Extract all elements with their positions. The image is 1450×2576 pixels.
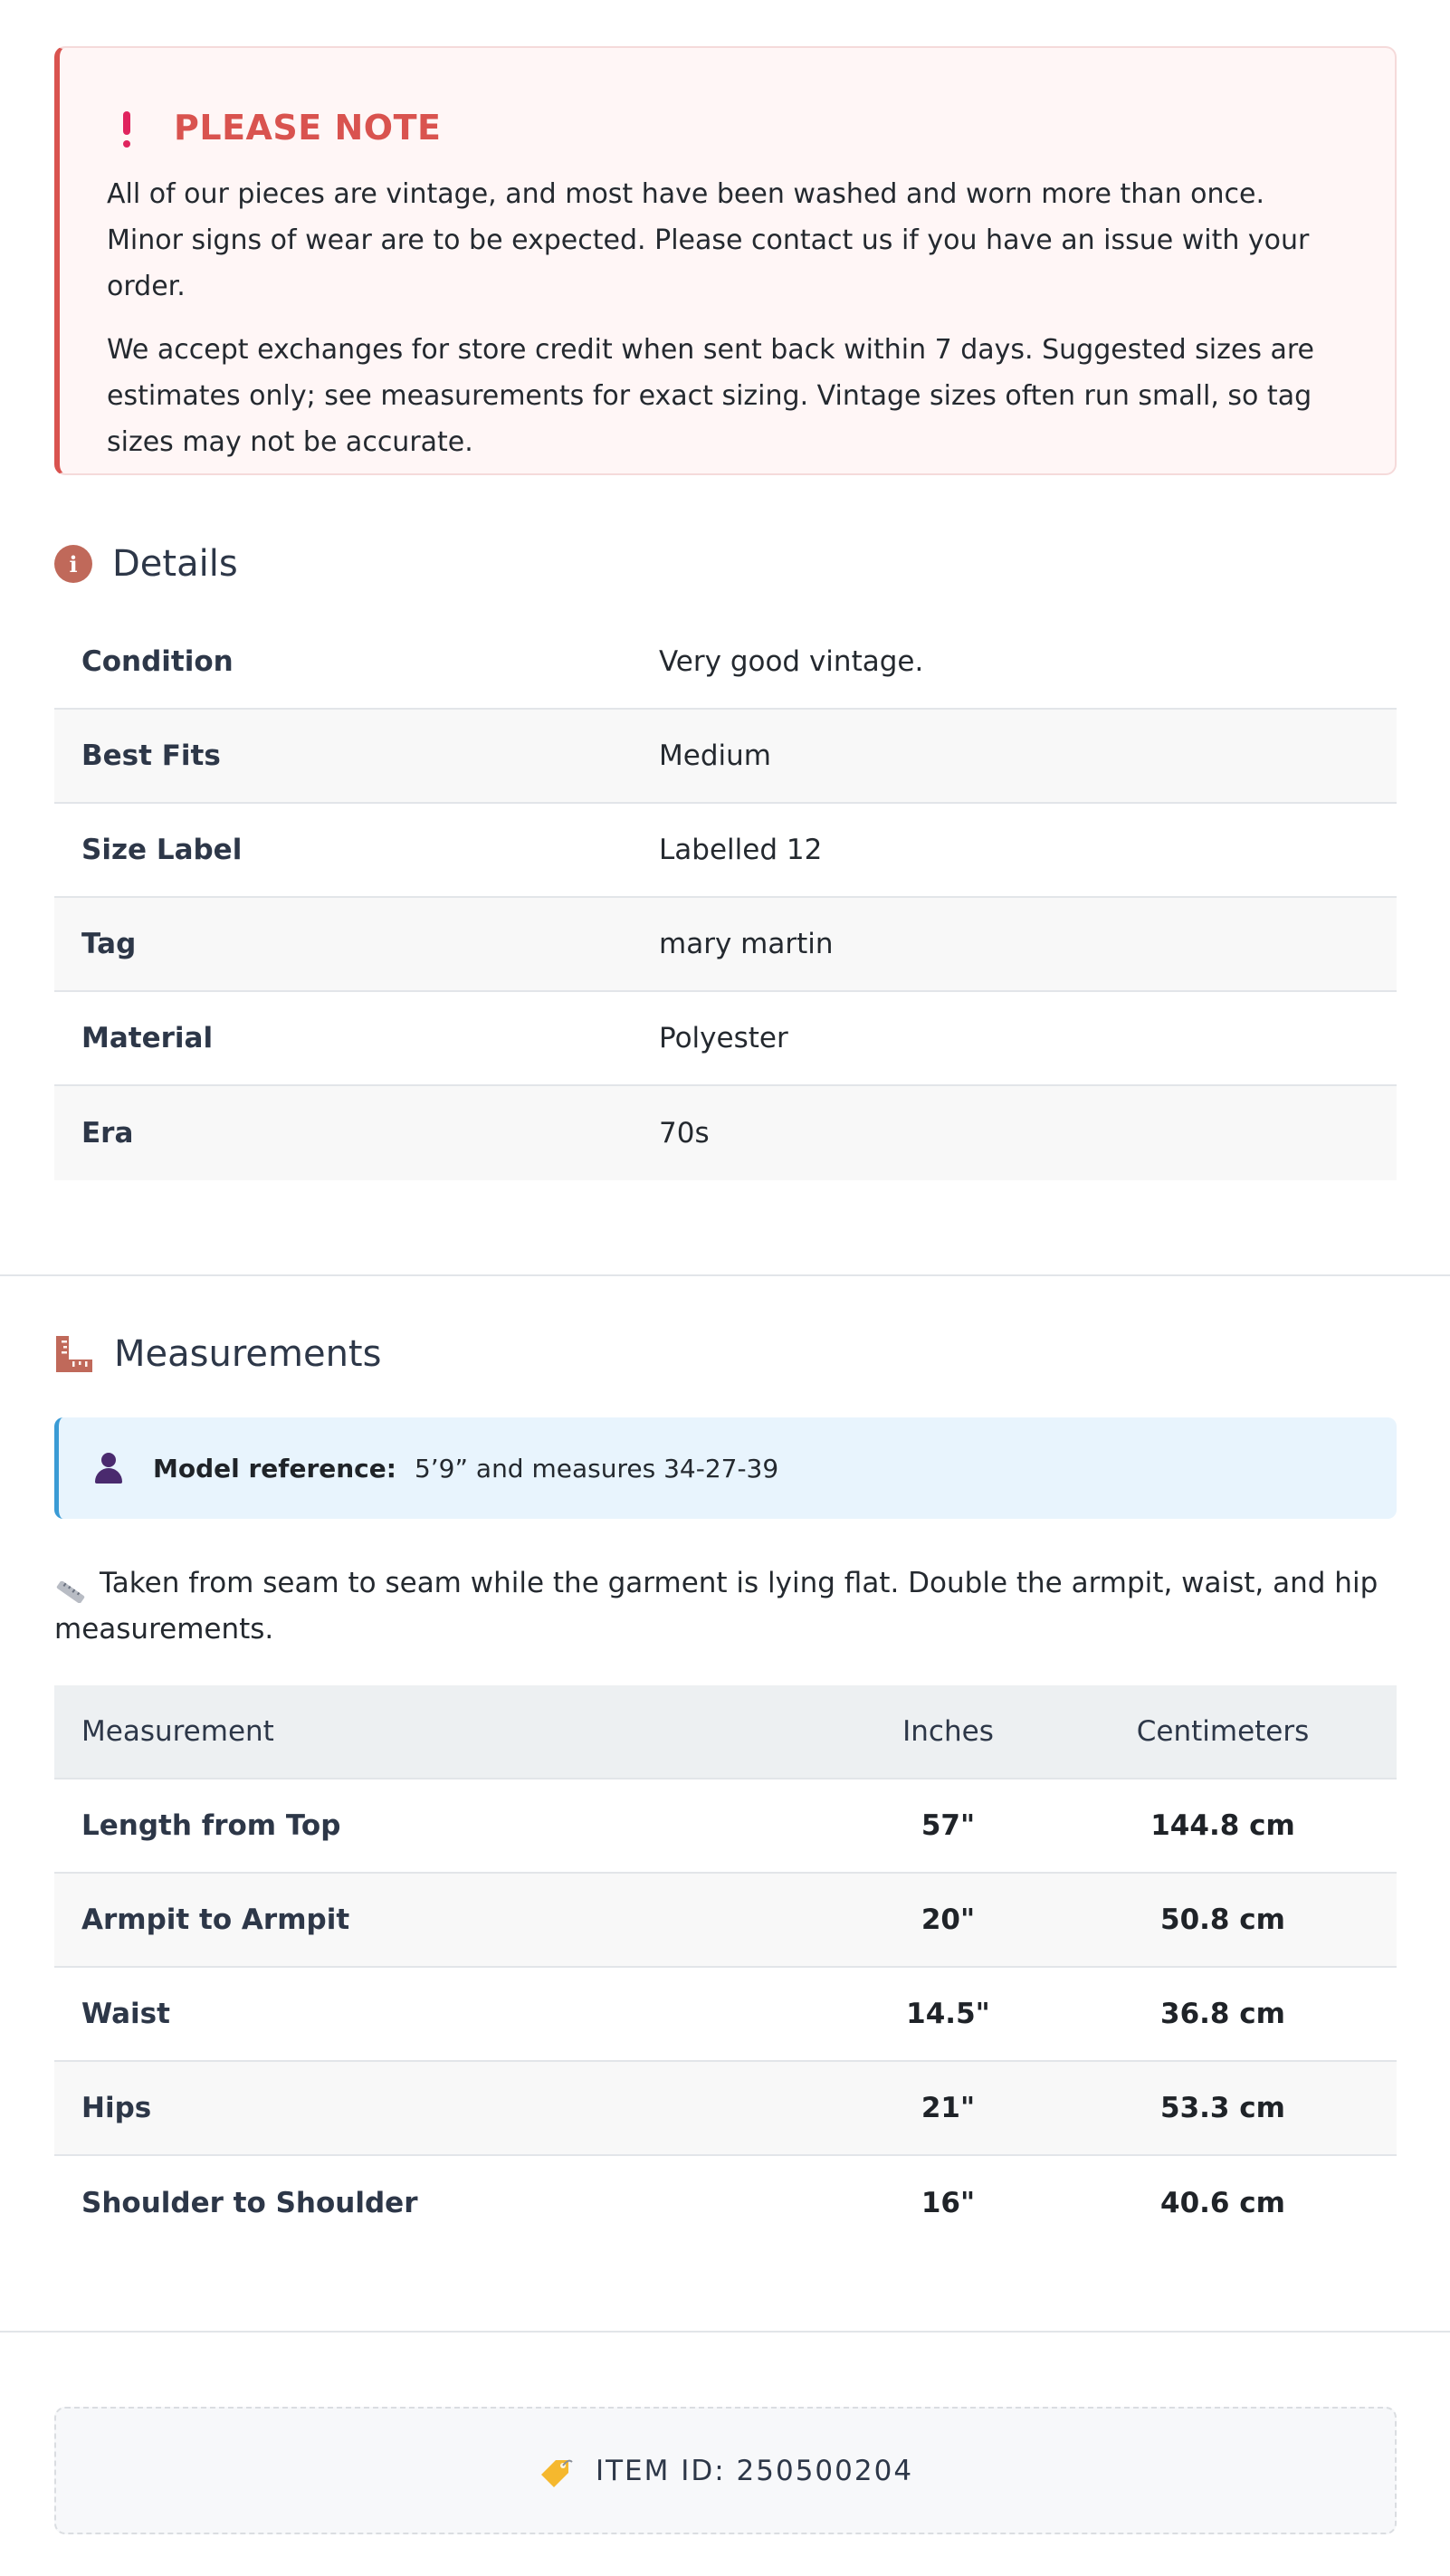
details-row-best-fits — [54, 710, 1397, 804]
column-header-measurement: Measurement — [81, 1715, 274, 1748]
details-label: Size Label — [81, 834, 243, 866]
notice-title: PLEASE NOTE — [174, 108, 442, 148]
measurement-name: Length from Top — [81, 1809, 341, 1842]
details-header — [54, 537, 1397, 591]
column-header-centimeters: Centimeters — [1136, 1715, 1310, 1748]
measurement-inches: 57" — [921, 1809, 976, 1842]
measurement-cm: 53.3 cm — [1160, 2092, 1285, 2124]
details-label: Condition — [81, 645, 234, 678]
ruler-icon — [54, 1334, 94, 1374]
measurement-inches: 20" — [921, 1903, 976, 1936]
notice-paragraph-1: All of our pieces are vintage, and most have been washed and worn more than once. Minor signs of wear are to be expected. Please contact us if you have an issue with your order. — [107, 178, 1310, 302]
details-value: Medium — [659, 739, 771, 772]
details-value: Very good vintage. — [659, 645, 924, 678]
model-reference-value: 5’9” and measures 34-27-39 — [414, 1453, 779, 1484]
person-icon — [93, 1453, 124, 1484]
details-row-condition — [54, 615, 1397, 710]
measurements-table — [54, 1685, 1397, 2250]
tag-icon — [538, 2455, 574, 2491]
table-row — [54, 1779, 1397, 1874]
table-row — [54, 1968, 1397, 2062]
details-label: Material — [81, 1022, 214, 1054]
measurement-cm: 144.8 cm — [1150, 1809, 1295, 1842]
details-table — [54, 615, 1397, 1180]
instructions-text: Taken from seam to seam while the garment is lying flat. Double the armpit, waist, and hip measurements. — [54, 1567, 1378, 1646]
details-row-size-label — [54, 804, 1397, 898]
measurement-inches: 21" — [921, 2092, 976, 2124]
measurement-name: Shoulder to Shoulder — [81, 2187, 418, 2219]
measurement-cm: 40.6 cm — [1160, 2187, 1285, 2219]
measurement-name: Armpit to Armpit — [81, 1903, 350, 1936]
measurement-inches: 14.5" — [906, 1998, 990, 2030]
ruler-pencil-icon — [54, 1571, 87, 1593]
measurement-cm: 50.8 cm — [1160, 1903, 1285, 1936]
table-row — [54, 2156, 1397, 2250]
measurement-cm: 36.8 cm — [1160, 1998, 1285, 2030]
details-row-tag — [54, 898, 1397, 992]
item-id-box — [54, 2407, 1397, 2534]
details-value: 70s — [659, 1117, 710, 1150]
details-value: Polyester — [659, 1022, 788, 1054]
details-label: Tag — [81, 928, 137, 960]
notice-box — [54, 46, 1397, 475]
measurements-title: Measurements — [114, 1333, 382, 1375]
measurement-name: Hips — [81, 2092, 152, 2124]
column-header-inches: Inches — [902, 1715, 994, 1748]
section-divider — [0, 2331, 1450, 2333]
measurements-table-header — [54, 1685, 1397, 1779]
details-title: Details — [112, 543, 238, 585]
details-value: Labelled 12 — [659, 834, 823, 866]
notice-header — [107, 100, 1346, 155]
measurement-name: Waist — [81, 1998, 170, 2030]
measurement-inches: 16" — [921, 2187, 976, 2219]
table-row — [54, 2062, 1397, 2156]
model-reference-label: Model reference: — [153, 1453, 396, 1484]
model-reference — [54, 1417, 1397, 1519]
measurements-header — [54, 1327, 1397, 1381]
section-divider — [0, 1274, 1450, 1276]
details-label: Era — [81, 1117, 134, 1150]
details-row-era — [54, 1086, 1397, 1180]
exclamation-icon — [114, 102, 139, 153]
item-id-text: ITEM ID: 250500204 — [595, 2454, 914, 2487]
info-icon: i — [54, 545, 92, 583]
details-label: Best Fits — [81, 739, 221, 772]
details-row-material — [54, 992, 1397, 1086]
notice-paragraph-2: We accept exchanges for store credit when sent back within 7 days. Suggested sizes are estimates only; see measurements for exact sizing. Vintage sizes often run small, so tag sizes may not be accurate. — [107, 334, 1315, 458]
measurement-instructions — [54, 1560, 1397, 1653]
table-row — [54, 1874, 1397, 1968]
details-value: mary martin — [659, 928, 834, 960]
